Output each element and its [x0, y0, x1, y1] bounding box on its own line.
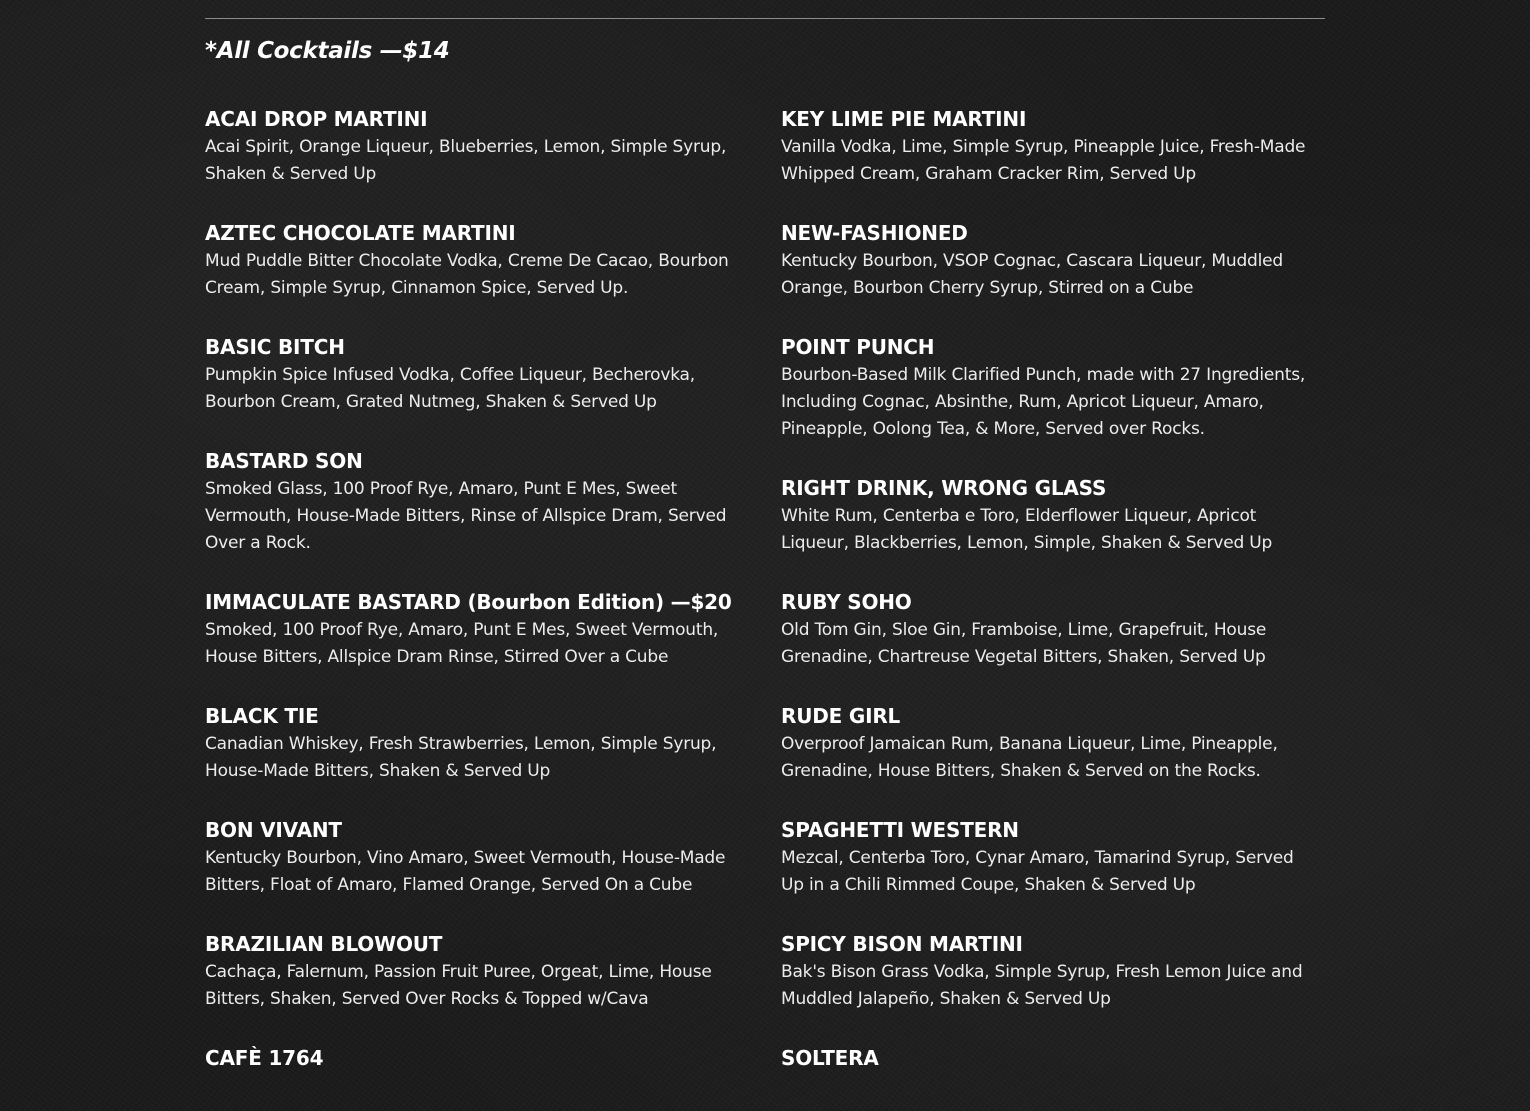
menu-item-description: Old Tom Gin, Sloe Gin, Framboise, Lime, Grapefruit, House Grenadine, Chartreuse Vegetal Bitters, Shaken, Served Up: [781, 620, 1267, 667]
header-divider: [205, 18, 1325, 19]
menu-item-description: Bak's Bison Grass Vodka, Simple Syrup, Fresh Lemon Juice and Muddled Jalapeño, Shaken & Served Up: [781, 962, 1303, 1009]
menu-item: [205, 446, 745, 557]
menu-item-name: RUBY SOHO: [781, 590, 912, 614]
menu-item-description: Pumpkin Spice Infused Vodka, Coffee Liqueur, Becherovka, Bourbon Cream, Grated Nutmeg, Shaken & Served Up: [205, 365, 695, 412]
menu-item: [205, 218, 745, 302]
menu-item-name: CAFÈ 1764: [205, 1046, 324, 1070]
menu-item: [781, 587, 1321, 671]
menu-item-name: POINT PUNCH: [781, 335, 935, 359]
menu-item: [781, 332, 1321, 443]
menu-item: [205, 1043, 745, 1073]
menu-column-left: [205, 104, 745, 1103]
menu-item-name: BON VIVANT: [205, 818, 342, 842]
menu-item-name: SOLTERA: [781, 1046, 879, 1070]
menu-item: [781, 701, 1321, 785]
menu-item: [781, 473, 1321, 557]
menu-item-name: ACAI DROP MARTINI: [205, 107, 428, 131]
menu-item-name: SPAGHETTI WESTERN: [781, 818, 1019, 842]
menu-column-right: [781, 104, 1321, 1103]
menu-item-description: Mezcal, Centerba Toro, Cynar Amaro, Tamarind Syrup, Served Up in a Chili Rimmed Coupe, Shaken & Served Up: [781, 848, 1294, 895]
menu-item: [205, 104, 745, 188]
menu-item-name: NEW-FASHIONED: [781, 221, 968, 245]
menu-item-description: Smoked, 100 Proof Rye, Amaro, Punt E Mes, Sweet Vermouth, House Bitters, Allspice Dram Rinse, Stirred Over a Cube: [205, 620, 719, 667]
menu-item: [781, 815, 1321, 899]
menu-item-name: BASIC BITCH: [205, 335, 345, 359]
menu-item: [205, 332, 745, 416]
menu-item: [205, 929, 745, 1013]
menu-item-name: RUDE GIRL: [781, 704, 901, 728]
menu-item-name: SPICY BISON MARTINI: [781, 932, 1023, 956]
menu-item-name: BLACK TIE: [205, 704, 319, 728]
menu-item-description: Kentucky Bourbon, VSOP Cognac, Cascara Liqueur, Muddled Orange, Bourbon Cherry Syrup, Stirred on a Cube: [781, 251, 1283, 298]
menu-item-name: BRAZILIAN BLOWOUT: [205, 932, 443, 956]
menu-item-name: RIGHT DRINK, WRONG GLASS: [781, 476, 1107, 500]
menu-item-description: Canadian Whiskey, Fresh Strawberries, Lemon, Simple Syrup, House-Made Bitters, Shaken & Served Up: [205, 734, 717, 781]
menu-item-name: BASTARD SON: [205, 449, 363, 473]
menu-item: [205, 701, 745, 785]
menu-item: [205, 587, 745, 671]
menu-item-name: KEY LIME PIE MARTINI: [781, 107, 1027, 131]
menu-item-description: Smoked Glass, 100 Proof Rye, Amaro, Punt E Mes, Sweet Vermouth, House-Made Bitters, Rinse of Allspice Dram, Served Over a Rock.: [205, 479, 727, 553]
price-note: *All Cocktails —$14: [205, 38, 450, 64]
menu-item-description: Kentucky Bourbon, Vino Amaro, Sweet Vermouth, House-Made Bitters, Float of Amaro, Flamed Orange, Served On a Cube: [205, 848, 726, 895]
menu-item-description: Cachaça, Falernum, Passion Fruit Puree, Orgeat, Lime, House Bitters, Shaken, Served Over Rocks & Topped w/Cava: [205, 962, 712, 1009]
menu-item: [781, 104, 1321, 188]
menu-item-description: Bourbon-Based Milk Clarified Punch, made with 27 Ingredients, Including Cognac, Absinthe, Rum, Apricot Liqueur, Amaro, Pineapple, Oolong Tea, & More, Served over Rocks.: [781, 365, 1306, 439]
menu-item-description: White Rum, Centerba e Toro, Elderflower Liqueur, Apricot Liqueur, Blackberries, Lemon, Simple, Shaken & Served Up: [781, 506, 1273, 553]
menu-item-description: Vanilla Vodka, Lime, Simple Syrup, Pineapple Juice, Fresh-Made Whipped Cream, Graham Cracker Rim, Served Up: [781, 137, 1306, 184]
menu-item-description: Acai Spirit, Orange Liqueur, Blueberries, Lemon, Simple Syrup, Shaken & Served Up: [205, 137, 727, 184]
menu-item-description: Overproof Jamaican Rum, Banana Liqueur, Lime, Pineapple, Grenadine, House Bitters, Shaken & Served on the Rocks.: [781, 734, 1278, 781]
menu-item: [781, 929, 1321, 1013]
menu-item-name: AZTEC CHOCOLATE MARTINI: [205, 221, 516, 245]
menu-item-description: Mud Puddle Bitter Chocolate Vodka, Creme De Cacao, Bourbon Cream, Simple Syrup, Cinnamon Spice, Served Up.: [205, 251, 729, 298]
menu-item-name: IMMACULATE BASTARD (Bourbon Edition) —$20: [205, 590, 732, 614]
menu-item: [781, 218, 1321, 302]
menu-item: [781, 1043, 1321, 1073]
menu-item: [205, 815, 745, 899]
